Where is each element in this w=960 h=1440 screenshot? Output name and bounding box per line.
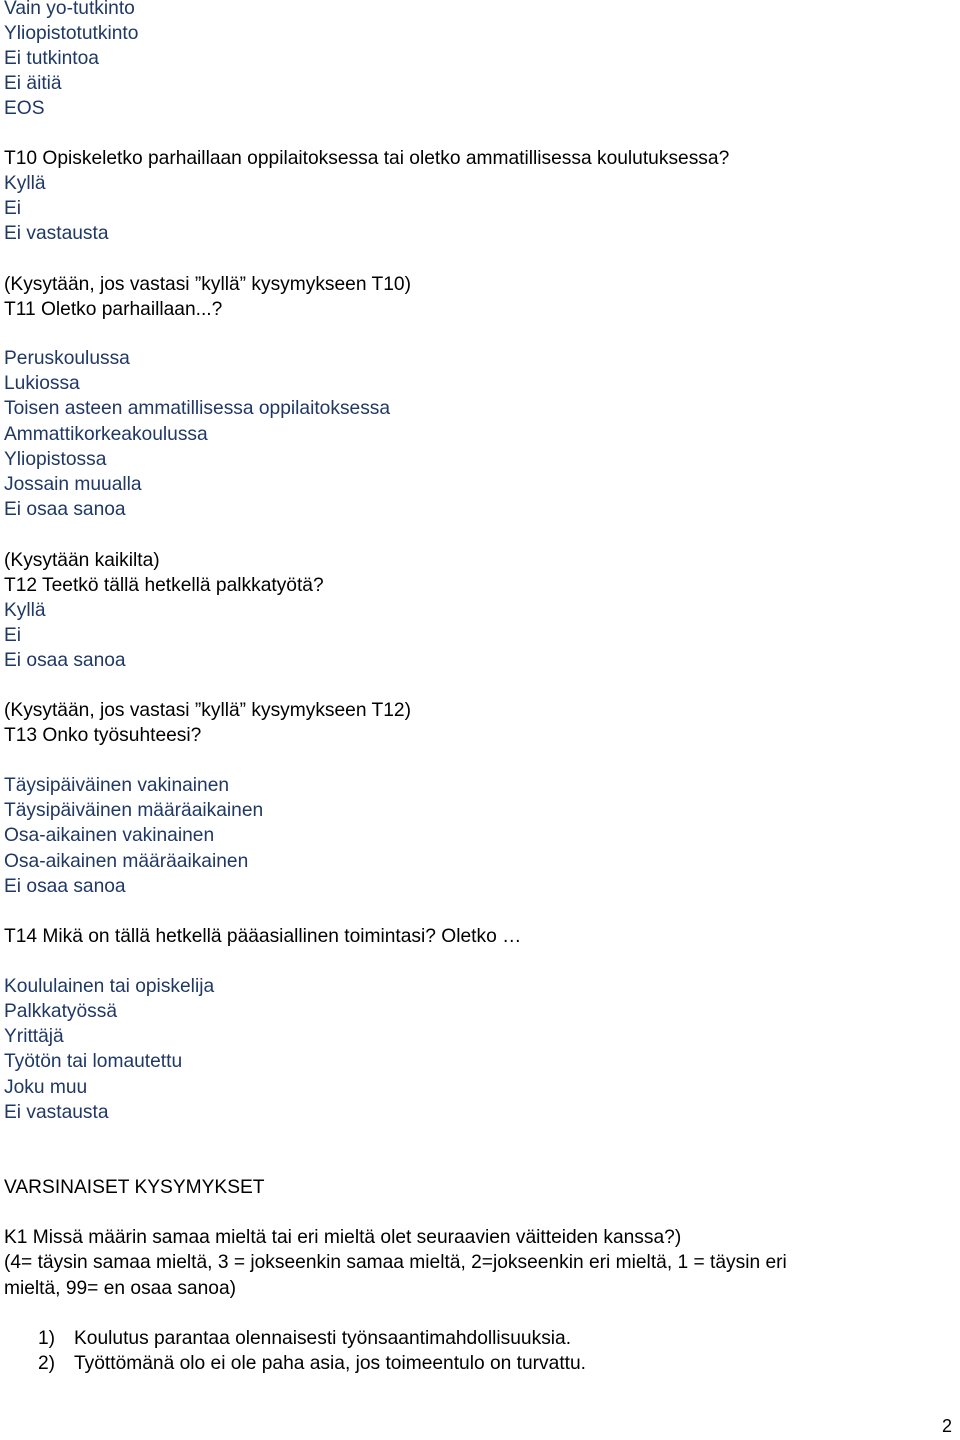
condition-t11: (Kysytään, jos vastasi ”kyllä” kysymykseen T10) bbox=[4, 274, 411, 295]
page-number: 2 bbox=[941, 1416, 952, 1436]
scale-description: (4= täysin samaa mieltä, 3 = jokseenkin samaa mieltä, 2=jokseenkin eri mieltä, 1 = täysin eri bbox=[4, 1252, 787, 1273]
option-line: Toisen asteen ammatillisessa oppilaitoksessa bbox=[4, 398, 391, 419]
option-line: Kyllä bbox=[4, 600, 46, 621]
question-k1: K1 Missä määrin samaa mieltä tai eri mieltä olet seuraavien väitteiden kanssa?) bbox=[4, 1227, 682, 1248]
option-line: EOS bbox=[4, 98, 45, 119]
option-line: Koululainen tai opiskelija bbox=[4, 976, 215, 997]
option-line: Ei osaa sanoa bbox=[4, 499, 126, 520]
question-t14: T14 Mikä on tällä hetkellä pääasiallinen toimintasi? Oletko … bbox=[4, 926, 522, 947]
option-line: Lukiossa bbox=[4, 373, 80, 394]
question-t11: T11 Oletko parhaillaan...? bbox=[4, 299, 223, 320]
question-t12: T12 Teetkö tällä hetkellä palkkatyötä? bbox=[4, 575, 324, 596]
scale-description: mieltä, 99= en osaa sanoa) bbox=[4, 1278, 237, 1299]
option-line: Ei osaa sanoa bbox=[4, 650, 126, 671]
statement-item: Koulutus parantaa olennaisesti työnsaantimahdollisuuksia. bbox=[74, 1328, 572, 1349]
option-line: Osa-aikainen määräaikainen bbox=[4, 851, 249, 872]
option-line: Kyllä bbox=[4, 173, 46, 194]
option-line: Osa-aikainen vakinainen bbox=[4, 825, 215, 846]
option-line: Yrittäjä bbox=[4, 1026, 64, 1047]
condition-t13: (Kysytään, jos vastasi ”kyllä” kysymykseen T12) bbox=[4, 700, 411, 721]
option-line: Ei tutkintoa bbox=[4, 48, 99, 69]
option-line: Täysipäiväinen määräaikainen bbox=[4, 800, 264, 821]
option-line: Yliopistossa bbox=[4, 449, 107, 470]
question-t13: T13 Onko työsuhteesi? bbox=[4, 725, 202, 746]
option-line: Palkkatyössä bbox=[4, 1001, 118, 1022]
option-line: Ei vastausta bbox=[4, 1102, 109, 1123]
option-line: Ammattikorkeakoulussa bbox=[4, 424, 208, 445]
statement-item: Työttömänä olo ei ole paha asia, jos toimeentulo on turvattu. bbox=[74, 1353, 586, 1374]
option-line: Täysipäiväinen vakinainen bbox=[4, 775, 230, 796]
option-line: Ei bbox=[4, 625, 22, 646]
option-line: Joku muu bbox=[4, 1077, 88, 1098]
question-t10: T10 Opiskeletko parhaillaan oppilaitoksessa tai oletko ammatillisessa koulutuksessa? bbox=[4, 148, 730, 169]
option-line: Ei vastausta bbox=[4, 223, 109, 244]
option-line: Työtön tai lomautettu bbox=[4, 1051, 183, 1072]
option-line: Vain yo-tutkinto bbox=[4, 0, 135, 19]
option-line: Ei osaa sanoa bbox=[4, 876, 126, 897]
section-heading: VARSINAISET KYSYMYKSET bbox=[4, 1177, 265, 1198]
option-line: Ei äitiä bbox=[4, 73, 62, 94]
option-line: Peruskoulussa bbox=[4, 348, 130, 369]
item-number: 2) bbox=[38, 1353, 56, 1374]
option-line: Yliopistotutkinto bbox=[4, 23, 139, 44]
option-line: Ei bbox=[4, 198, 22, 219]
item-number: 1) bbox=[38, 1328, 56, 1349]
condition-t12: (Kysytään kaikilta) bbox=[4, 550, 160, 571]
option-line: Jossain muualla bbox=[4, 474, 142, 495]
